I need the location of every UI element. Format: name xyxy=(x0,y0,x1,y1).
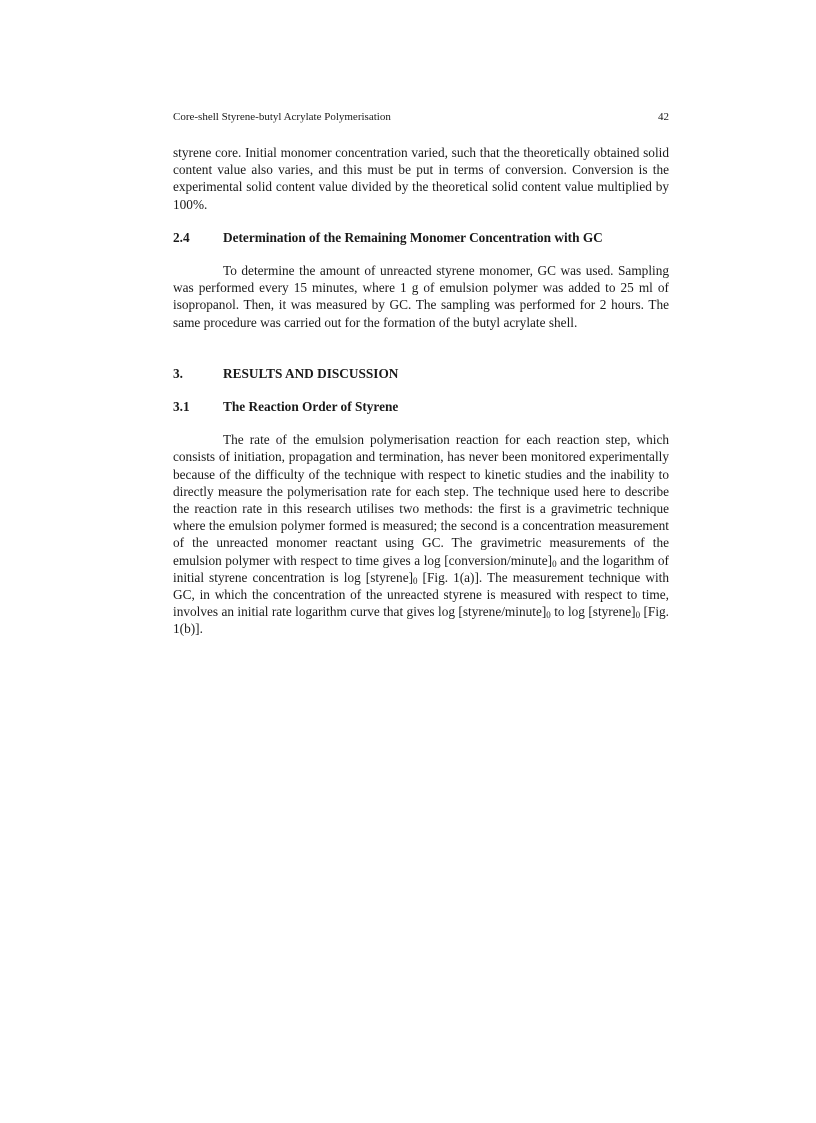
section-number: 3. xyxy=(173,365,183,381)
paragraph-text: [Fig. 1(a)]. The measurement technique with GC, in which the concentration of the unreacted styrene is measured with respect to time, involves an initial rate logarithm curve that gives log [styrene/minute] xyxy=(173,569,669,620)
paragraph-text: to log [styrene] xyxy=(550,604,636,620)
paragraph-intro: styrene core. Initial monomer concentration varied, such that the theoretically obtained solid content value also varies, and this must be put in terms of conversion. Conversion is the experimental solid content value divided by the theoretical solid content value multiplied by 100%. xyxy=(173,145,669,212)
subscript: 0 xyxy=(546,610,551,621)
section-title: The Reaction Order of Styrene xyxy=(223,399,399,415)
subscript: 0 xyxy=(552,558,557,569)
paragraph-text: and the logarithm of initial styrene concentration is log [styrene] xyxy=(173,552,669,585)
subscript: 0 xyxy=(635,610,641,621)
section-title: Determination of the Remaining Monomer Concentration with GC xyxy=(223,229,603,245)
paragraph-gc-method: To determine the amount of unreacted styrene monomer, GC was used. Sampling was performed every 15 minutes, where 1 g of emulsion polymer was added to 25 ml of isopropanol. Then, it was measured by GC. The sampling was performed for 2 hours. The same procedure was carried out for the formation of the butyl acrylate shell. xyxy=(173,263,669,330)
page-number: 42 xyxy=(658,111,669,123)
section-number: 3.1 xyxy=(173,399,190,415)
section-number: 2.4 xyxy=(173,229,190,245)
paragraph-text: The rate of the emulsion polymerisation reaction for each reaction step, which consists of initiation, propagation and termination, has never been monitored experimentally because of the difficulty of the technique with respect to kinetic studies and the inability to directly measure the polymerisation rate for each step. The technique used here to describe the reaction rate in this research utilises two methods: the first is a gravimetric technique where the emulsion polymer formed is measured; the second is a concentration measurement of the unreacted monomer reactant using GC. The gravimetric measurements of the emulsion polymer with respect to time gives a log [conversion/minute] xyxy=(173,432,669,568)
section-heading-2-4 xyxy=(173,229,669,246)
paragraph-reaction-order xyxy=(173,431,669,637)
running-title: Core-shell Styrene-butyl Acrylate Polymerisation xyxy=(173,111,391,123)
body-text xyxy=(173,144,669,638)
section-title: RESULTS AND DISCUSSION xyxy=(223,365,399,381)
section-heading-3-1 xyxy=(173,398,669,415)
subscript: 0 xyxy=(413,575,418,586)
paragraph-text: [Fig. 1(b)]. xyxy=(173,604,669,637)
section-heading-3 xyxy=(173,365,669,382)
